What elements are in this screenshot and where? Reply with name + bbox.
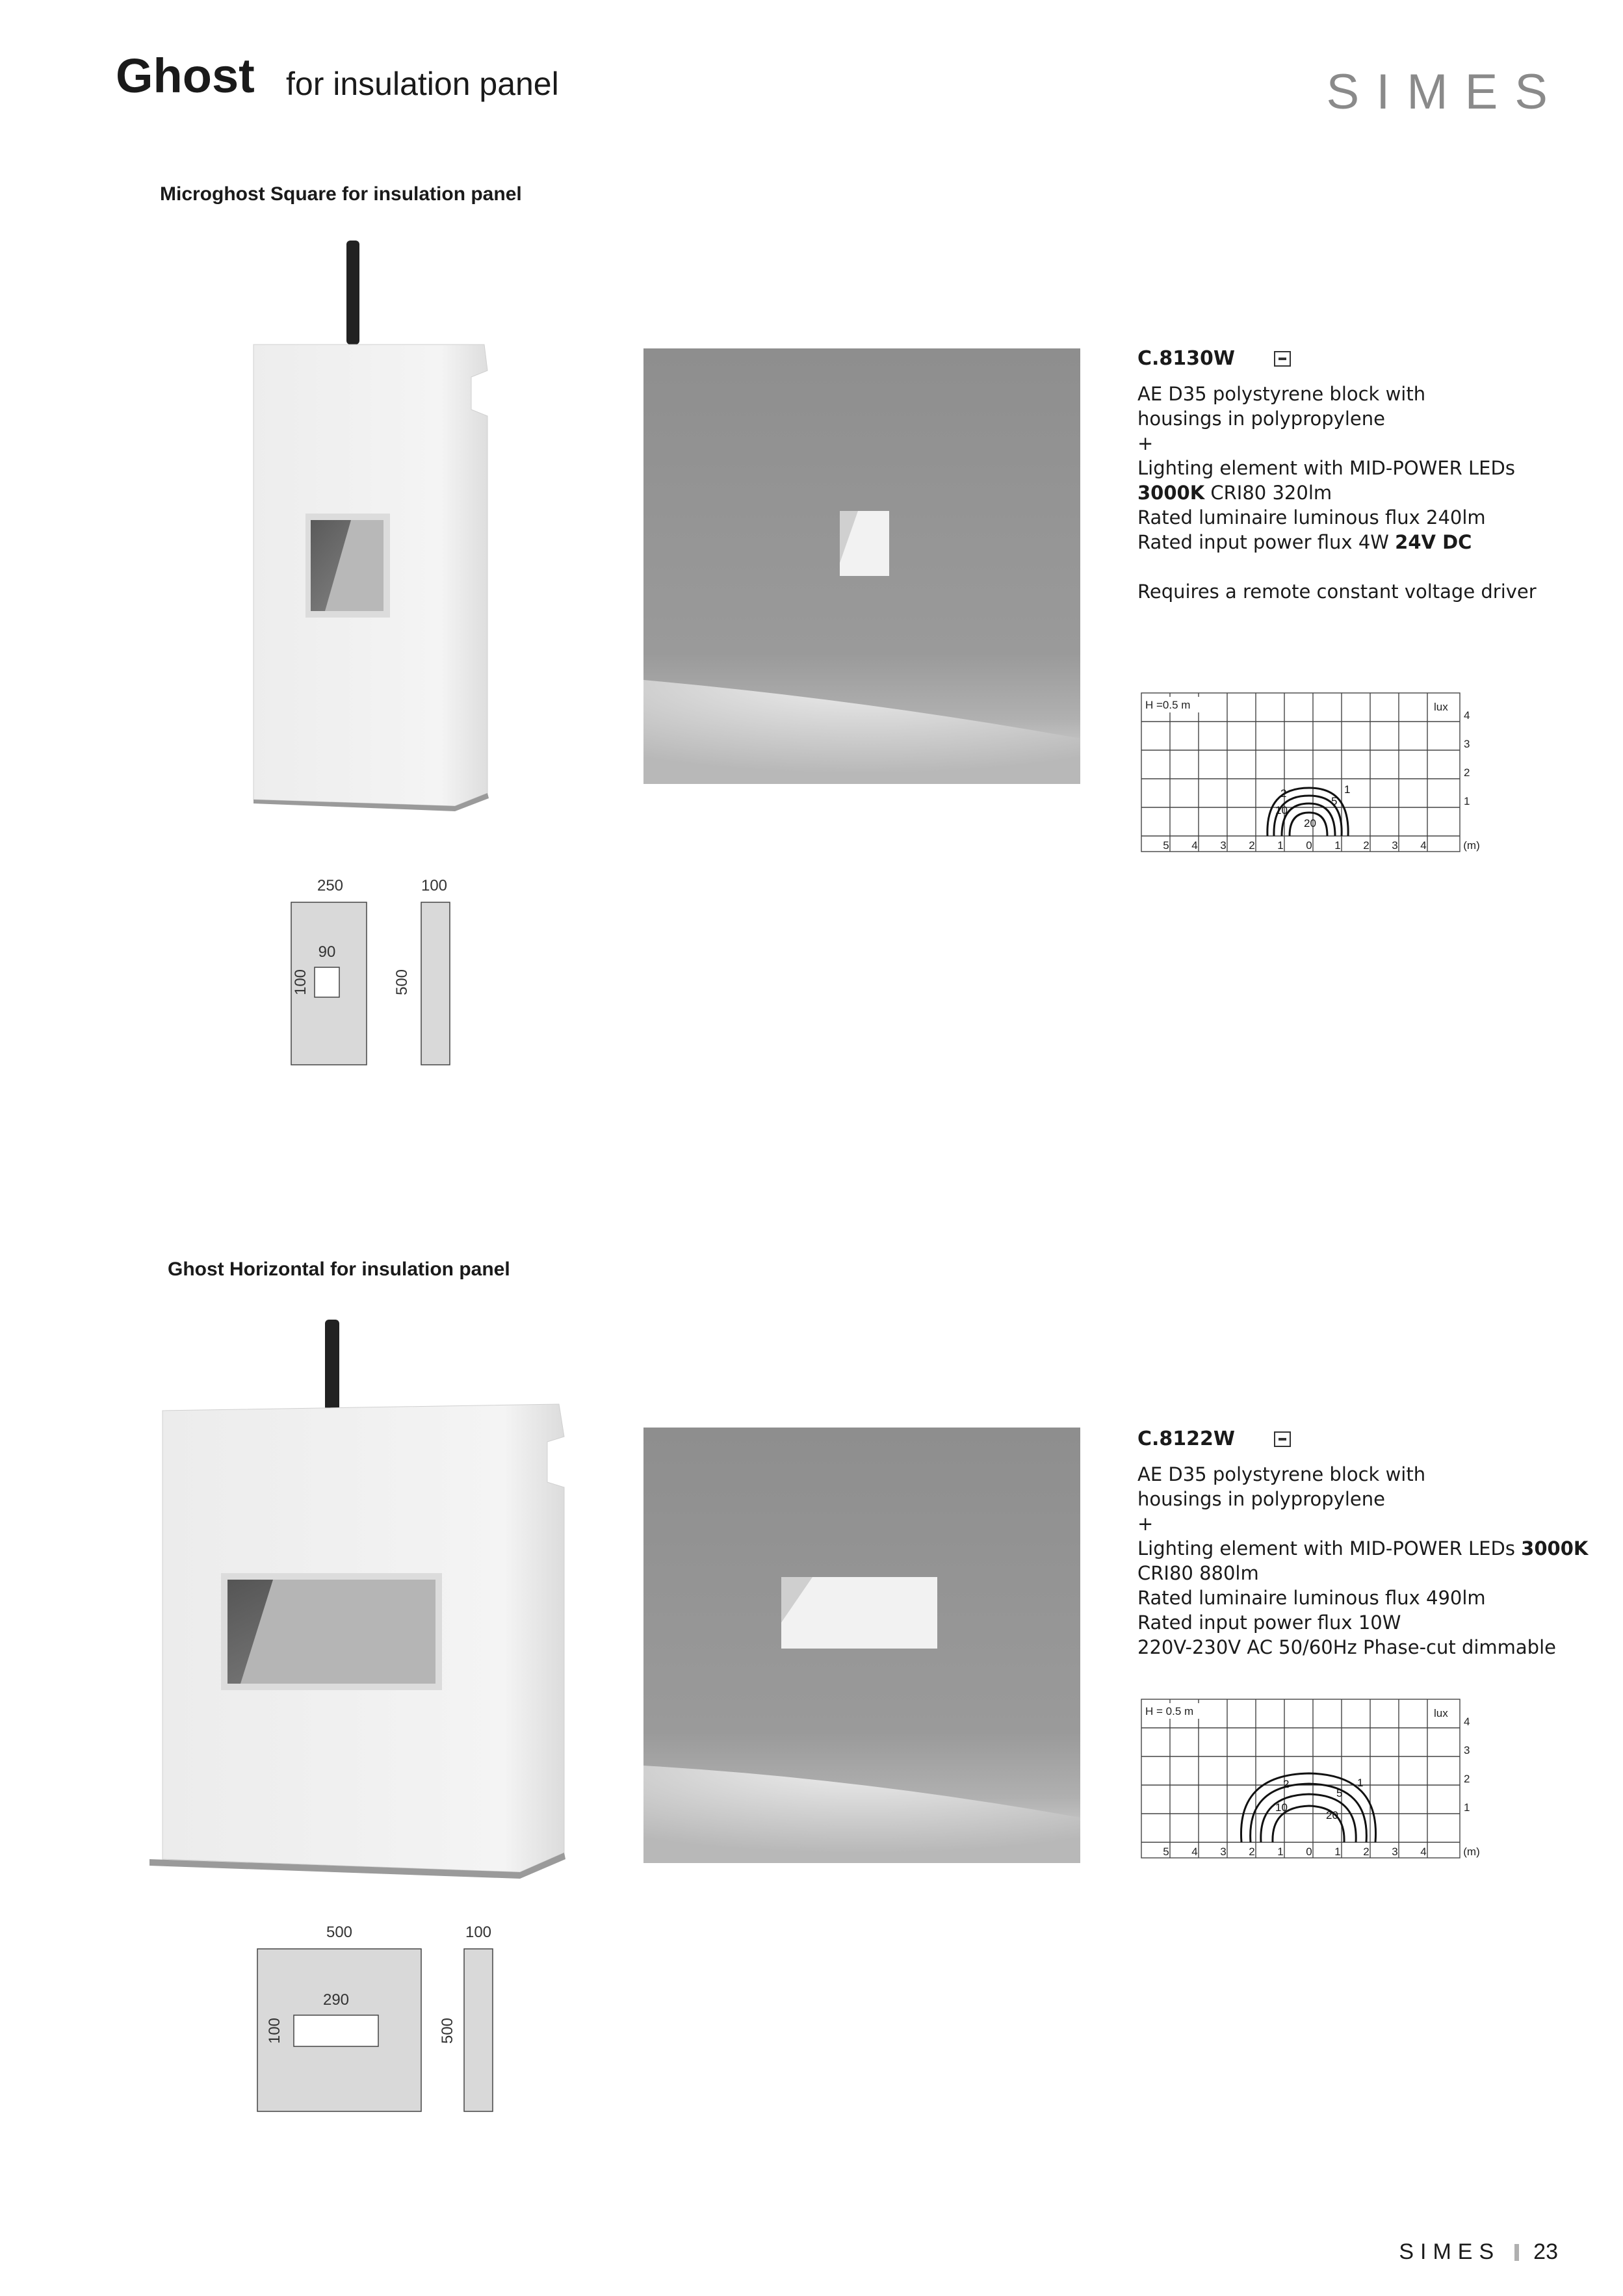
isolux-label: 2 bbox=[1280, 787, 1287, 800]
spec-line: Rated luminaire luminous flux 490lm bbox=[1137, 1587, 1486, 1609]
isolux-label: 10 bbox=[1275, 1801, 1288, 1814]
x-tick: 4 bbox=[1191, 839, 1198, 852]
y-tick: 2 bbox=[1464, 1773, 1470, 1785]
y-tick: 4 bbox=[1464, 1715, 1470, 1728]
recessed-mount-icon bbox=[1274, 351, 1291, 367]
diagram-unit-label: lux bbox=[1434, 701, 1448, 713]
dim-front-width: 250 bbox=[317, 877, 344, 894]
spec-line: 220V-230V AC 50/60Hz Phase-cut dimmable bbox=[1137, 1636, 1556, 1658]
spec-list bbox=[1137, 382, 1553, 604]
y-tick: 3 bbox=[1464, 1744, 1470, 1756]
x-tick: 4 bbox=[1420, 839, 1427, 852]
x-tick: 0 bbox=[1306, 839, 1312, 852]
section-title: Microghost Square for insulation panel bbox=[160, 183, 522, 205]
product-code: C.8130W bbox=[1137, 347, 1235, 370]
y-tick: 2 bbox=[1464, 766, 1470, 779]
page-footer bbox=[1399, 2239, 1558, 2265]
isolux-label: 1 bbox=[1344, 783, 1351, 796]
spec-line: AE D35 polystyrene block with bbox=[1137, 383, 1426, 405]
dim-opening-width: 90 bbox=[318, 943, 336, 961]
footer-brand: SIMES bbox=[1399, 2239, 1501, 2264]
y-tick: 3 bbox=[1464, 738, 1470, 750]
dim-depth: 100 bbox=[465, 1924, 492, 1941]
x-tick: 3 bbox=[1220, 839, 1227, 852]
spec-line: housings in polypropylene bbox=[1137, 408, 1385, 430]
spec-line: Rated input power flux 4W 24V DC bbox=[1137, 531, 1472, 553]
x-tick: 1 bbox=[1277, 839, 1284, 852]
isolux-label: 5 bbox=[1336, 1787, 1343, 1799]
dim-depth: 100 bbox=[421, 877, 448, 894]
spec-line: Rated input power flux 10W bbox=[1137, 1611, 1401, 1634]
dim-opening-height: 100 bbox=[266, 2017, 283, 2044]
section-title: Ghost Horizontal for insulation panel bbox=[168, 1259, 510, 1280]
x-unit: (m) bbox=[1463, 839, 1480, 852]
diagram-unit-label: lux bbox=[1434, 1707, 1448, 1719]
isolux-label: 20 bbox=[1304, 817, 1316, 829]
x-tick: 3 bbox=[1392, 1846, 1398, 1858]
isolux-label: 5 bbox=[1331, 795, 1338, 807]
x-tick: 2 bbox=[1363, 839, 1370, 852]
page-number: 23 bbox=[1533, 2239, 1558, 2264]
brand-logo: SIMES bbox=[1326, 64, 1565, 120]
spec-line: + bbox=[1137, 1513, 1154, 1535]
isolux-label: 1 bbox=[1357, 1777, 1364, 1789]
x-tick: 2 bbox=[1249, 839, 1255, 852]
page-title: Ghost bbox=[116, 49, 255, 103]
x-tick: 1 bbox=[1334, 1846, 1341, 1858]
diagram-height-label: H =0.5 m bbox=[1145, 699, 1191, 711]
isolux-label: 20 bbox=[1326, 1809, 1338, 1821]
x-unit: (m) bbox=[1463, 1846, 1480, 1858]
dimension-drawing bbox=[253, 1918, 513, 2126]
spec-line: AE D35 polystyrene block with bbox=[1137, 1463, 1426, 1485]
y-tick: 4 bbox=[1464, 709, 1470, 722]
spec-line bbox=[1137, 554, 1553, 579]
isolux-label: 2 bbox=[1283, 1778, 1290, 1790]
spec-line: + bbox=[1137, 432, 1154, 454]
x-tick: 5 bbox=[1163, 1846, 1169, 1858]
dimension-drawing bbox=[286, 871, 468, 1079]
product-image bbox=[240, 241, 500, 813]
footer-separator bbox=[1514, 2244, 1519, 2261]
spec-line: CRI80 880lm bbox=[1137, 1562, 1259, 1584]
x-tick: 1 bbox=[1334, 839, 1341, 852]
product-image bbox=[143, 1320, 585, 1892]
isolux-diagram bbox=[1139, 1697, 1490, 1863]
x-tick: 2 bbox=[1249, 1846, 1255, 1858]
spec-line: Rated luminaire luminous flux 240lm bbox=[1137, 506, 1486, 528]
x-tick: 3 bbox=[1392, 839, 1398, 852]
dim-height: 500 bbox=[393, 969, 411, 996]
spec-line: housings in polypropylene bbox=[1137, 1488, 1385, 1510]
dim-opening-width: 290 bbox=[322, 1991, 350, 2009]
y-tick: 1 bbox=[1464, 795, 1470, 807]
product-code: C.8122W bbox=[1137, 1428, 1235, 1450]
isolux-diagram bbox=[1139, 690, 1490, 857]
installation-photo bbox=[643, 348, 1080, 784]
x-tick: 4 bbox=[1191, 1846, 1198, 1858]
x-tick: 2 bbox=[1363, 1846, 1370, 1858]
dim-height: 500 bbox=[439, 2017, 456, 2044]
x-tick: 1 bbox=[1277, 1846, 1284, 1858]
isolux-label: 10 bbox=[1275, 804, 1288, 816]
x-tick: 3 bbox=[1220, 1846, 1227, 1858]
spec-list bbox=[1137, 1462, 1592, 1660]
spec-line: Lighting element with MID-POWER LEDs bbox=[1137, 457, 1515, 479]
spec-line: Requires a remote constant voltage driver bbox=[1137, 581, 1537, 603]
spec-line: Lighting element with MID-POWER LEDs 3000K bbox=[1137, 1537, 1589, 1559]
x-tick: 0 bbox=[1306, 1846, 1312, 1858]
recessed-mount-icon bbox=[1274, 1431, 1291, 1447]
x-tick: 5 bbox=[1163, 839, 1169, 852]
dim-front-width: 500 bbox=[326, 1924, 353, 1941]
y-tick: 1 bbox=[1464, 1801, 1470, 1814]
diagram-height-label: H = 0.5 m bbox=[1145, 1705, 1194, 1717]
installation-photo bbox=[643, 1428, 1080, 1863]
x-tick: 4 bbox=[1420, 1846, 1427, 1858]
page-subtitle: for insulation panel bbox=[286, 66, 559, 102]
dim-opening-height: 100 bbox=[292, 969, 309, 996]
spec-line: 3000K CRI80 320lm bbox=[1137, 482, 1332, 504]
